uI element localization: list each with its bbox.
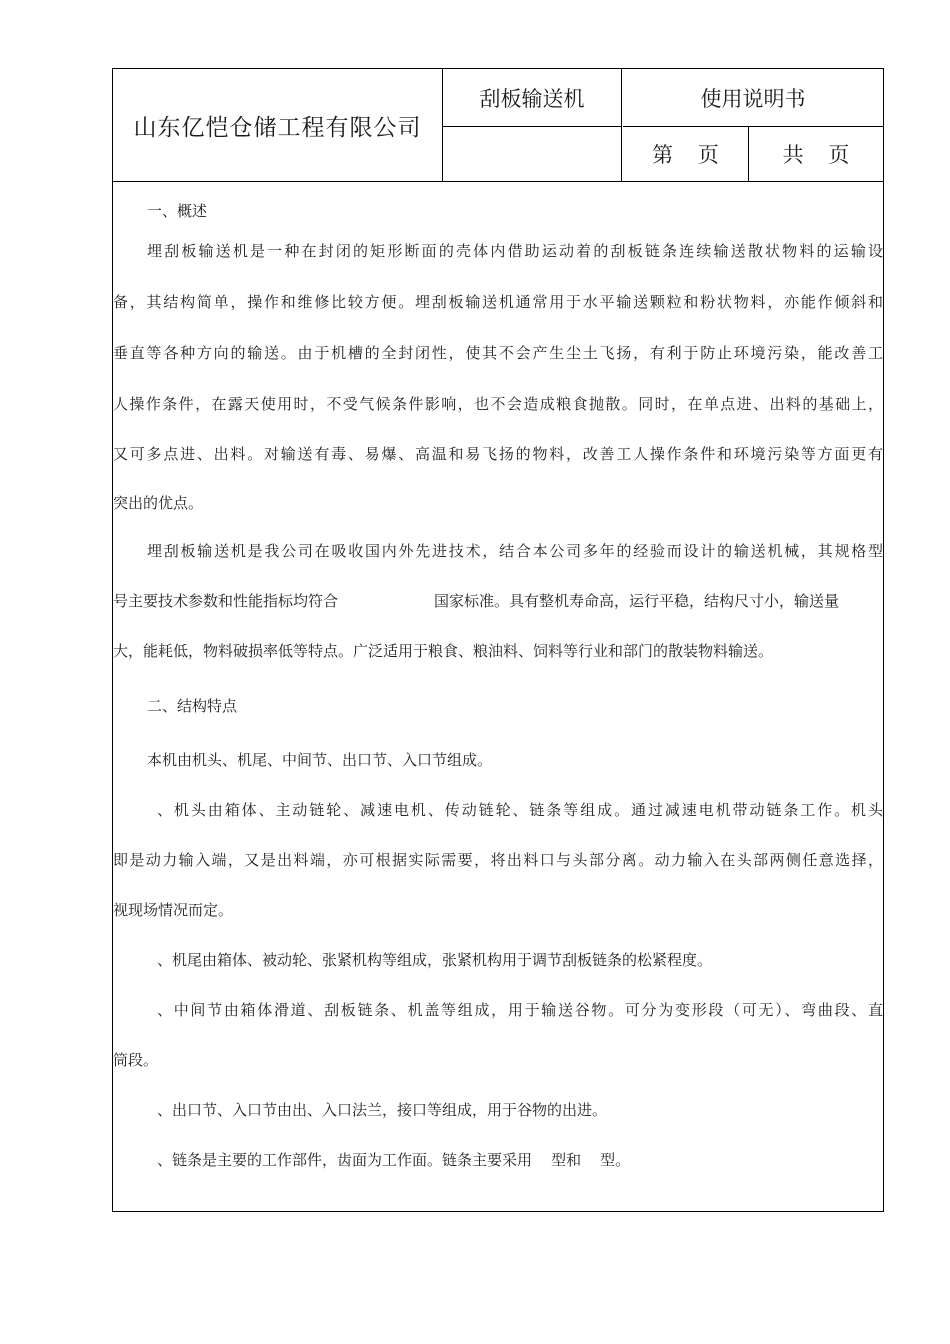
company-intro-line: 国家标准。具有整机寿命高，运行平稳，结构尺寸小，输送量	[434, 592, 840, 610]
inlet-outlet-description: 、出口节、入口节由出、入口法兰，接口等组成，用于谷物的出进。	[157, 1101, 608, 1119]
overview-line: 又可多点进、出料。对输送有毒、易爆、高温和易飞扬的物料，改善工人操作条件和环境污染等方面更有	[113, 445, 883, 463]
middle-section-line: 、中间节由箱体滑道、刮板链条、机盖等组成，用于输送谷物。可分为变形段（可无）、弯曲段、直	[157, 1001, 883, 1019]
overview-line: 备，其结构简单，操作和维修比较方便。埋刮板输送机通常用于水平输送颗粒和粉状物料，亦能作倾斜和	[113, 293, 883, 311]
product-name: 刮板输送机	[443, 69, 622, 127]
overview-line: 人操作条件，在露天使用时，不受气候条件影响，也不会造成粮食抛散。同时，在单点进、出料的基础上，	[113, 395, 883, 413]
head-description-line: 即是动力输入端，又是出料端，亦可根据实际需要，将出料口与头部分离。动力输入在头部两侧任意选择，	[113, 851, 883, 869]
overview-line: 埋刮板输送机是一种在封闭的矩形断面的壳体内借助运动着的刮板链条连续输送散状物料的运输设	[147, 242, 883, 260]
middle-section-line: 筒段。	[113, 1051, 159, 1069]
head-description-line: 、机头由箱体、主动链轮、减速电机、传动链轮、链条等组成。通过减速电机带动链条工作。机头	[157, 801, 883, 819]
document-type: 使用说明书	[623, 69, 883, 127]
company-intro-line: 号主要技术参数和性能指标均符合	[113, 592, 339, 610]
chain-description: 、链条是主要的工作部件，齿面为工作面。链条主要采用 型和 型。	[157, 1151, 631, 1169]
overview-line: 突出的优点。	[113, 494, 204, 512]
blank-cell	[443, 127, 622, 181]
company-intro-line: 埋刮板输送机是我公司在吸收国内外先进技术，结合本公司多年的经验而设计的输送机械，其规格型	[147, 542, 883, 560]
head-description-line: 视现场情况而定。	[113, 901, 234, 919]
structure-intro: 本机由机头、机尾、中间节、出口节、入口节组成。	[147, 751, 493, 769]
page-number-label: 第 页	[623, 127, 749, 181]
document-frame	[112, 68, 884, 1212]
overview-line: 垂直等各种方向的输送。由于机槽的全封闭性，使其不会产生尘土飞扬，有利于防止环境污染，能改善工	[113, 344, 883, 362]
section-title-structure: 二、结构特点	[147, 697, 238, 715]
total-pages-label: 共 页	[782, 143, 850, 167]
tail-description: 、机尾由箱体、被动轮、张紧机构等组成，张紧机构用于调节刮板链条的松紧程度。	[157, 951, 713, 969]
header-table	[113, 69, 883, 182]
section-title-overview: 一、概述	[147, 202, 208, 220]
company-name: 山东亿恺仓储工程有限公司	[113, 69, 443, 181]
company-intro-line: 大，能耗低，物料破损率低等特点。广泛适用于粮食、粮油料、饲料等行业和部门的散装物料输送。	[113, 642, 774, 660]
